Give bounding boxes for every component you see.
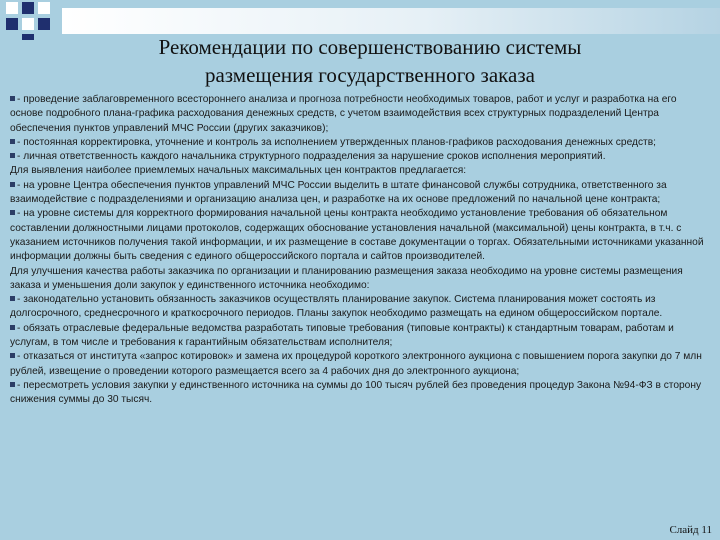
square-bullet-icon — [10, 139, 15, 144]
slide-title — [100, 33, 640, 89]
deco-square — [22, 18, 34, 30]
paragraph-text: Для выявления наиболее приемлемых начальных максимальных цен контрактов предлагается: — [10, 165, 467, 177]
bullet-paragraph — [10, 207, 710, 264]
square-bullet-icon — [10, 210, 15, 215]
bullet-paragraph — [10, 293, 710, 322]
paragraph-text: - проведение заблаговременного всестороннего анализа и прогноза потребности необходимых товаров, работ и услуг и разработка на его основе подробного плана-графика расходования денежных средств, с учетом взаимодействия всех структурных подразделений Центра обеспечения пунктов управлений МЧС России (других заказчиков); — [10, 94, 677, 134]
header-gradient-bar — [62, 8, 720, 34]
square-bullet-icon — [10, 153, 15, 158]
paragraph-text: - отказаться от института «запрос котировок» и замена их процедурой короткого электронного аукциона с повышением порога закупки до 7 млн рублей, извещение о проведении которого размещается всего за 4 рабочих дня до электронного аукциона; — [10, 351, 702, 377]
bullet-paragraph — [10, 93, 710, 136]
square-bullet-icon — [10, 382, 15, 387]
deco-square — [6, 18, 18, 30]
paragraph-text: - пересмотреть условия закупки у единственного источника на суммы до 100 тысяч рублей без проведения процедур Закона №94-ФЗ в сторону снижения суммы до 30 тысяч. — [10, 379, 702, 406]
square-bullet-icon — [10, 325, 15, 330]
slide-number: Слайд 11 — [669, 524, 712, 536]
square-bullet-icon — [10, 182, 15, 187]
slide-body — [10, 93, 710, 408]
deco-square — [22, 34, 34, 40]
paragraph — [10, 265, 710, 294]
bullet-paragraph — [10, 379, 710, 408]
deco-square — [38, 18, 50, 30]
paragraph-text: - личная ответственность каждого начальника структурного подразделения за нарушение сроков исполнения мероприятий. — [17, 151, 606, 163]
bullet-paragraph — [10, 322, 710, 351]
bullet-paragraph — [10, 350, 710, 379]
paragraph-text: Для улучшения качества работы заказчика по организации и планированию размещения заказа необходимо на уровне системы размещения заказа и уменьшения доли закупок у единственного источника необходимо: — [10, 265, 683, 291]
paragraph-text: - законодательно установить обязанность заказчиков осуществлять планирование закупок. Система планирования может состоять из долгосрочного, среднесрочного и краткосрочного периодов. Планы закупок необходимо размещать на едином общероссийском портале. — [10, 294, 663, 320]
paragraph-text: - обязать отраслевые федеральные ведомства разработать типовые требования (типовые контракты) к стандартным товарам, работам и услугам, в том числе и требования к гарантийным обязательствам исполнителя; — [10, 322, 674, 349]
paragraph-text: - на уровне системы для корректного формирования начальной цены контракта необходимо установление требования об обязательном составлении должностными лицами протоколов, содержащих обоснование установления начальной (максимальной) цены контракта, в т.ч. с указанием источников получения такой информации, и их размещение в составе документации о торгах. Обязательными источниками указанной информации должны быть сведения с единого общероссийского портала и сайтов производителей. — [10, 208, 704, 263]
title-line-1: Рекомендации по совершенствованию системы — [158, 35, 582, 59]
bullet-paragraph — [10, 179, 710, 208]
paragraph-text: - на уровне Центра обеспечения пунктов управлений МЧС России выделить в штате финансовой службы сотрудника, ответственного за взаимодействие с подразделениями и организацию анализа цен, и разработке на их основе предложений по начальной цене контракта; — [10, 179, 667, 206]
deco-square — [22, 2, 34, 14]
bullet-paragraph — [10, 150, 710, 164]
title-line-2: размещения государственного заказа — [204, 63, 535, 87]
paragraph — [10, 164, 710, 178]
square-bullet-icon — [10, 296, 15, 301]
square-bullet-icon — [10, 96, 15, 101]
square-bullet-icon — [10, 353, 15, 358]
paragraph-text: - постоянная корректировка, уточнение и контроль за исполнением утвержденных планов-графиков расходования денежных средств; — [17, 136, 656, 148]
deco-square — [38, 2, 50, 14]
deco-square — [6, 2, 18, 14]
bullet-paragraph — [10, 136, 710, 150]
